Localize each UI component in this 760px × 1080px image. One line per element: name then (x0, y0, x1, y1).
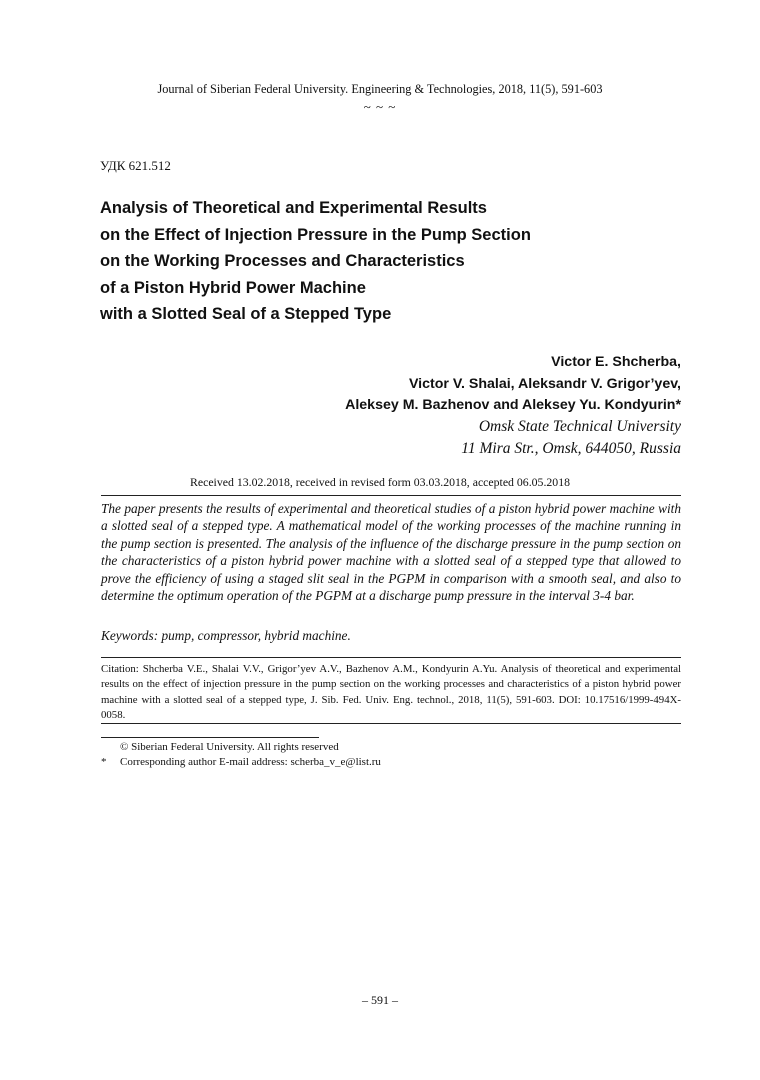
abstract-top-rule (101, 495, 681, 496)
affiliation-line: 11 Mira Str., Omsk, 644050, Russia (461, 439, 681, 457)
received-dates: Received 13.02.2018, received in revised form 03.03.2018, accepted 06.05.2018 (189, 475, 570, 489)
affiliation-line: Omsk State Technical University (478, 418, 681, 435)
udc-code: УДК 621.512 (100, 158, 171, 173)
authors (345, 352, 681, 417)
footnote-rule (101, 737, 319, 738)
keywords: Keywords: pump, compressor, hybrid machine. (101, 628, 351, 643)
author-line: Victor E. Shcherba, (551, 354, 681, 370)
citation-bottom-rule (101, 723, 681, 724)
title-line: Analysis of Theoretical and Experimental Results (100, 199, 487, 217)
citation: Citation: Shcherba V.E., Shalai V.V., Grigor’yev A.V., Bazhenov A.M., Kondyurin A.Yu. Analysis of theoretical and experimental results on the effect of injection pressure in the pump section on the working processes and characteristics of a piston hybrid power machine with a slotted seal of a stepped type, J. Sib. Fed. Univ. Eng. technol., 2018, 11(5), 591-603. DOI: 10.17516/1999-494X-0058. (101, 663, 681, 722)
title-line: with a Slotted Seal of a Stepped Type (100, 305, 392, 324)
author-line: Victor V. Shalai, Aleksandr V. Grigor’yev, (408, 375, 681, 392)
title-line: on the Working Processes and Characteristics (100, 252, 465, 271)
title-line: of a Piston Hybrid Power Machine (100, 278, 366, 297)
abstract: The paper presents the results of experimental and theoretical studies of a piston hybrid power machine with a slotted seal of a stepped type. A mathematical model of the working processes of the machine running in the pump section is presented. The analysis of the influence of the discharge pressure in the pump section on the characteristics of a piston hybrid power machine with a slotted seal of a stepped type that allowed to prove the efficiency of using a staged slit seal in the PGPM in comparison with a smooth seal, and also to determine the optimum operation of the PGPM at a discharge pump pressure in the interval 3-4 bar. (101, 501, 681, 604)
affiliation (461, 416, 681, 459)
paper-title (100, 195, 660, 328)
author-line: Aleksey M. Bazhenov and Aleksey Yu. Kondyurin* (345, 397, 681, 414)
journal-header: Journal of Siberian Federal University. Engineering & Technologies, 2018, 11(5), 591-603 (157, 82, 603, 96)
title-line: on the Effect of Injection Pressure in the Pump Section (100, 225, 531, 244)
copyright-note: © Siberian Federal University. All rights reserved (120, 741, 339, 753)
page-number: – 591 – (362, 993, 398, 1007)
header-ornament: ~ ~ ~ (363, 99, 397, 114)
corresponding-author: Corresponding author E-mail address: scherba_v_e@list.ru (120, 756, 381, 768)
citation-top-rule (101, 657, 681, 658)
footnote-mark: * (101, 756, 107, 768)
